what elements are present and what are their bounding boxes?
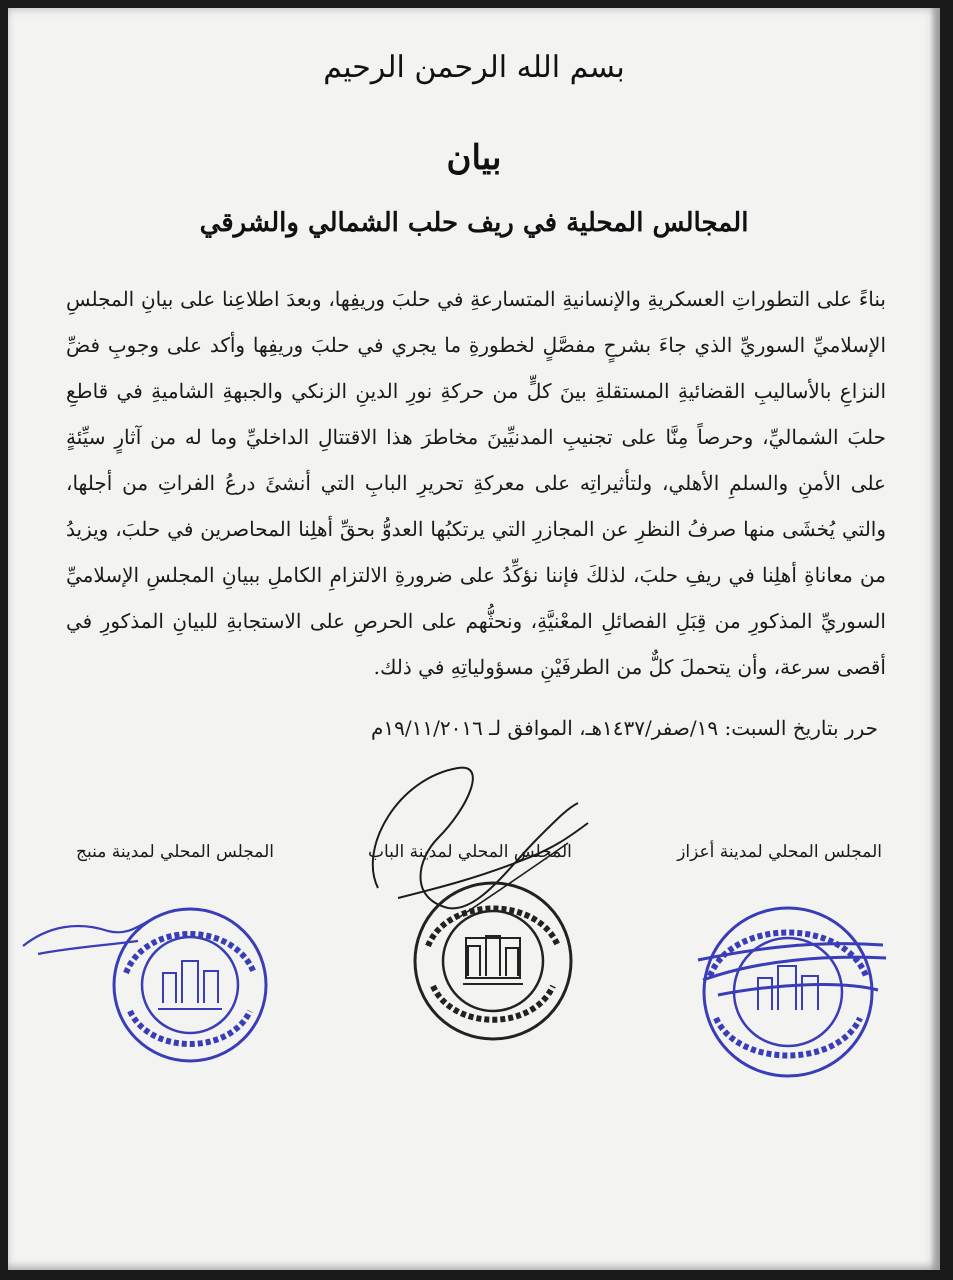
document-title: بيان xyxy=(446,138,502,178)
basmala: بسم الله الرحمن الرحيم xyxy=(323,50,625,85)
document-subtitle: المجالس المحلية في ريف حلب الشمالي والشرقي xyxy=(199,208,749,238)
date-line: حرر بتاريخ السبت: ١٩/صفر/١٤٣٧هـ، الموافق لـ ١٩/١١/٢٠١٦م xyxy=(371,716,878,740)
stamp-azaz xyxy=(688,900,888,1085)
signatory-azaz: المجلس المحلي لمدينة أعزاز xyxy=(677,842,882,862)
stamp-manbij xyxy=(108,903,273,1068)
signatory-bab: المجلس المحلي لمدينة الباب xyxy=(368,842,572,862)
document-page xyxy=(8,8,940,1270)
statement-paragraph: بناءً على التطوراتِ العسكريةِ والإنسانيةِ المتسارعةِ في حلبَ وريفِها، وبعدَ اطلاعِنا على بيانِ المجلسِ الإسلاميِّ السوريِّ الذي جاءَ بشرحٍ مفصَّلٍ لخطورةِ ما يجري في حلبَ وريفِها وأكد على وجوبِ فضِّ النزاعِ بالأساليبِ القضائيةِ المستقلةِ بينَ كلٍّ من حركةِ نورِ الدينِ الزنكي والجبهةِ الشاميةِ في قاطعِ حلبَ الشماليِّ، وحرصاً مِنَّا على تجنيبِ المدنيِّينَ مخاطرَ هذا الاقتتالِ الداخليِّ وما له من آثارٍ سيِّئةٍ على الأمنِ والسلمِ الأهلي، ولتأثيراتِه على معركةِ تحريرِ البابِ التي أنشئَ درعُ الفراتِ من أجلها، والتي يُخشَى منها صرفُ النظرِ عن المجازرِ التي يرتكبُها العدوُّ بحقِّ أهلِنا المحاصرين في حلبَ، ويزيدُ من معاناةِ أهلِنا في ريفِ حلبَ، لذلكَ فإننا نؤكِّدُ على ضرورةِ الالتزامِ الكاملِ ببيانِ المجلسِ الإسلاميِّ السوريِّ المذكورِ من قِبَلِ الفصائلِ المعْنيَّةِ، ونحثُّهم على الحرصِ على الاستجابةِ للبيانِ المذكورِ في أقصى سرعة، وأن يتحملَ كلٌّ من الطرفَيْنِ مسؤولياتِهِ في ذلك. xyxy=(66,287,886,679)
stamp-bab xyxy=(408,876,578,1046)
signatory-manbij: المجلس المحلي لمدينة منبج xyxy=(76,842,274,862)
page-edge-shadow xyxy=(930,8,940,1270)
statement-body xyxy=(66,276,886,690)
